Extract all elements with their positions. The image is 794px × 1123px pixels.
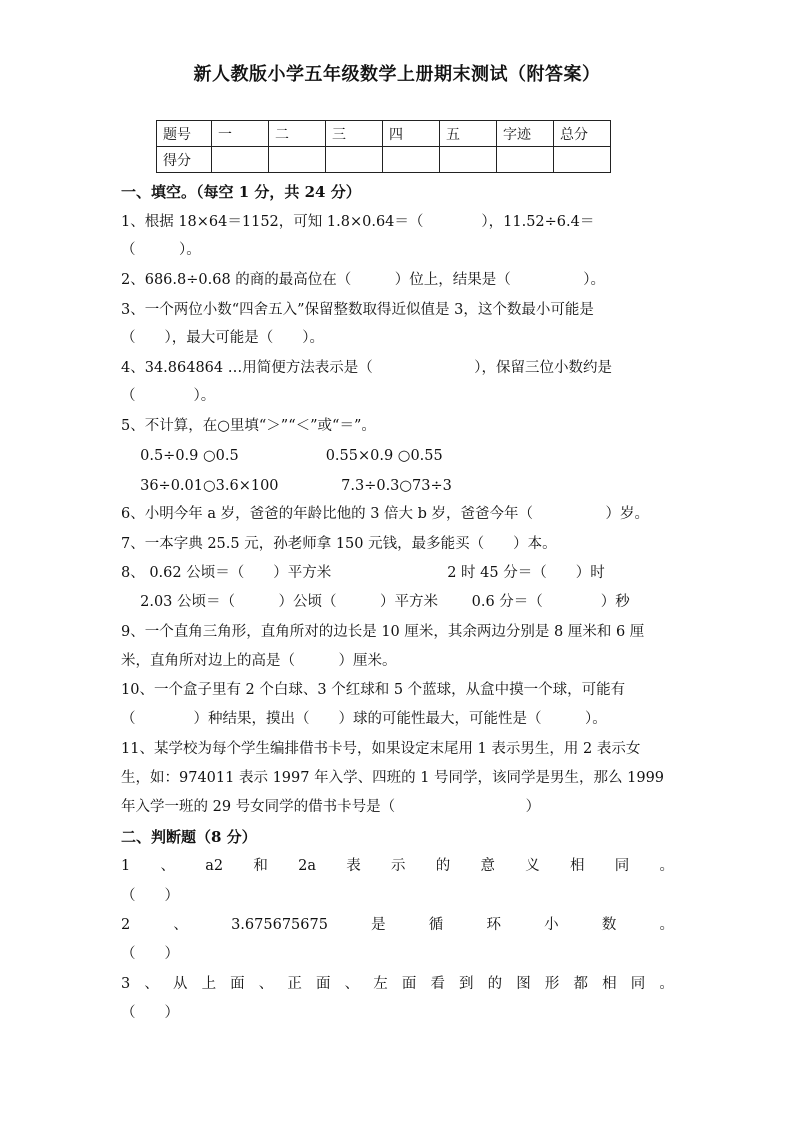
answer-paren[interactable]: （ ） — [121, 1005, 179, 1021]
word: 看 — [430, 976, 445, 992]
question-line: 3、一个两位小数“四舍五入”保留整数取得近似值是 3，这个数最小可能是 — [121, 302, 594, 318]
score-header-cell: 题号 — [157, 121, 212, 147]
question-line: 36÷0.01○3.6×100 7.3÷0.3○73÷3 — [121, 478, 452, 494]
question-line: （ ）种结果，摸出（ ）球的可能性最大，可能性是（ ）。 — [121, 711, 607, 727]
word: 表 — [346, 858, 361, 874]
word: 相 — [602, 976, 617, 992]
score-input-cell[interactable] — [440, 147, 497, 173]
word: 。 — [659, 858, 674, 874]
question-line: 年入学一班的 29 号女同学的借书卡号是（ ） — [121, 799, 541, 815]
word: 从 — [172, 976, 188, 992]
judgment-question-2 — [121, 915, 674, 935]
score-header-cell: 一 — [212, 121, 269, 147]
word: 数 — [601, 917, 617, 933]
score-input-cell[interactable] — [269, 147, 326, 173]
question-line: （ ）。 — [121, 388, 216, 404]
word: 正 — [287, 976, 302, 992]
word: 是 — [371, 917, 386, 933]
score-header-cell: 二 — [269, 121, 326, 147]
word: 环 — [486, 917, 501, 933]
score-header-cell: 字迹 — [497, 121, 554, 147]
score-input-cell[interactable] — [497, 147, 554, 173]
question-line: 5、不计算，在○里填“＞”“＜”或“＝”。 — [121, 418, 376, 434]
question-line: 生，如：974011 表示 1997 年入学、四班的 1 号同学，该同学是男生，那么 1999 — [121, 770, 665, 786]
word: 、 — [344, 976, 360, 992]
word: 。 — [659, 917, 674, 933]
judgment-question-3 — [121, 974, 674, 994]
word: 同 — [630, 976, 646, 992]
question-line: 4、34.864864 …用简便方法表示是（ ），保留三位小数约是 — [121, 360, 612, 376]
word: 面 — [401, 976, 417, 992]
question-line: 2、686.8÷0.68 的商的最高位在（ ）位上，结果是（ ）。 — [121, 272, 606, 288]
word: 、 — [160, 858, 175, 874]
score-header-cell: 四 — [383, 121, 440, 147]
word: 2 — [121, 917, 131, 933]
word: 、 — [258, 976, 274, 992]
word: 的 — [435, 858, 451, 874]
word: 面 — [316, 976, 331, 992]
word: 。 — [659, 976, 674, 992]
score-table — [156, 120, 611, 173]
score-header-cell: 三 — [326, 121, 383, 147]
word: 小 — [544, 917, 559, 933]
word: 同 — [614, 858, 630, 874]
word: 、 — [144, 976, 159, 992]
word: 3.675675675 — [231, 917, 328, 933]
word: 相 — [569, 858, 585, 874]
question-line: 2.03 公顷＝（ ）公顷（ ）平方米 0.6 分＝（ ）秒 — [121, 594, 630, 610]
word: 循 — [428, 917, 444, 933]
section-2-title: 二、判断题（8 分） — [121, 828, 257, 846]
question-line: （ ），最大可能是（ ）。 — [121, 330, 324, 346]
page-title: 新人教版小学五年级数学上册期末测试（附答案） — [193, 64, 601, 85]
word: 、 — [173, 917, 188, 933]
score-input-cell[interactable] — [383, 147, 440, 173]
word: 2a — [298, 858, 316, 874]
answer-paren[interactable]: （ ） — [121, 888, 179, 904]
score-input-cell[interactable] — [212, 147, 269, 173]
word: 示 — [390, 858, 406, 874]
word: 都 — [573, 976, 588, 992]
judgment-question-1 — [121, 856, 674, 876]
question-line: 11、某学校为每个学生编排借书卡号，如果设定末尾用 1 表示男生，用 2 表示女 — [121, 741, 641, 757]
word: 的 — [487, 976, 503, 992]
word: 1 — [121, 858, 131, 874]
word: 左 — [373, 976, 388, 992]
score-header-cell: 五 — [440, 121, 497, 147]
word: 图 — [516, 976, 531, 992]
question-line: 0.5÷0.9 ○0.5 0.55×0.9 ○0.55 — [121, 448, 443, 464]
word: 上 — [201, 976, 217, 992]
word: 面 — [230, 976, 245, 992]
question-line: 7、一本字典 25.5 元，孙老师拿 150 元钱，最多能买（ ）本。 — [121, 536, 557, 552]
question-line: 米，直角所对边上的高是（ ）厘米。 — [121, 653, 397, 669]
word: 3 — [121, 976, 131, 992]
question-line: （ ）。 — [121, 242, 201, 258]
word: 形 — [544, 976, 560, 992]
score-row-label: 得分 — [157, 147, 212, 173]
question-line: 9、一个直角三角形，直角所对的边长是 10 厘米，其余两边分别是 8 厘米和 6 厘 — [121, 624, 645, 640]
answer-paren[interactable]: （ ） — [121, 946, 179, 962]
word: a2 — [205, 858, 224, 874]
question-line: 6、小明今年 a 岁，爸爸的年龄比他的 3 倍大 b 岁，爸爸今年（ ）岁。 — [121, 506, 650, 522]
word: 和 — [253, 858, 268, 874]
question-line: 8、 0.62 公顷＝（ ）平方米 2 时 45 分＝（ ）时 — [121, 565, 605, 581]
score-table-header-row — [157, 121, 611, 147]
word: 到 — [459, 976, 474, 992]
section-1-title: 一、填空。（每空 1 分，共 24 分） — [121, 183, 361, 201]
word: 义 — [525, 858, 540, 874]
score-input-cell[interactable] — [554, 147, 611, 173]
question-line: 10、一个盒子里有 2 个白球、3 个红球和 5 个蓝球，从盒中摸一个球，可能有 — [121, 682, 626, 698]
score-header-cell: 总分 — [554, 121, 611, 147]
question-line: 1、根据 18×64＝1152，可知 1.8×0.64＝（ ），11.52÷6.4＝ — [121, 214, 595, 230]
word: 意 — [480, 858, 495, 874]
score-input-cell[interactable] — [326, 147, 383, 173]
score-table-score-row — [157, 147, 611, 173]
